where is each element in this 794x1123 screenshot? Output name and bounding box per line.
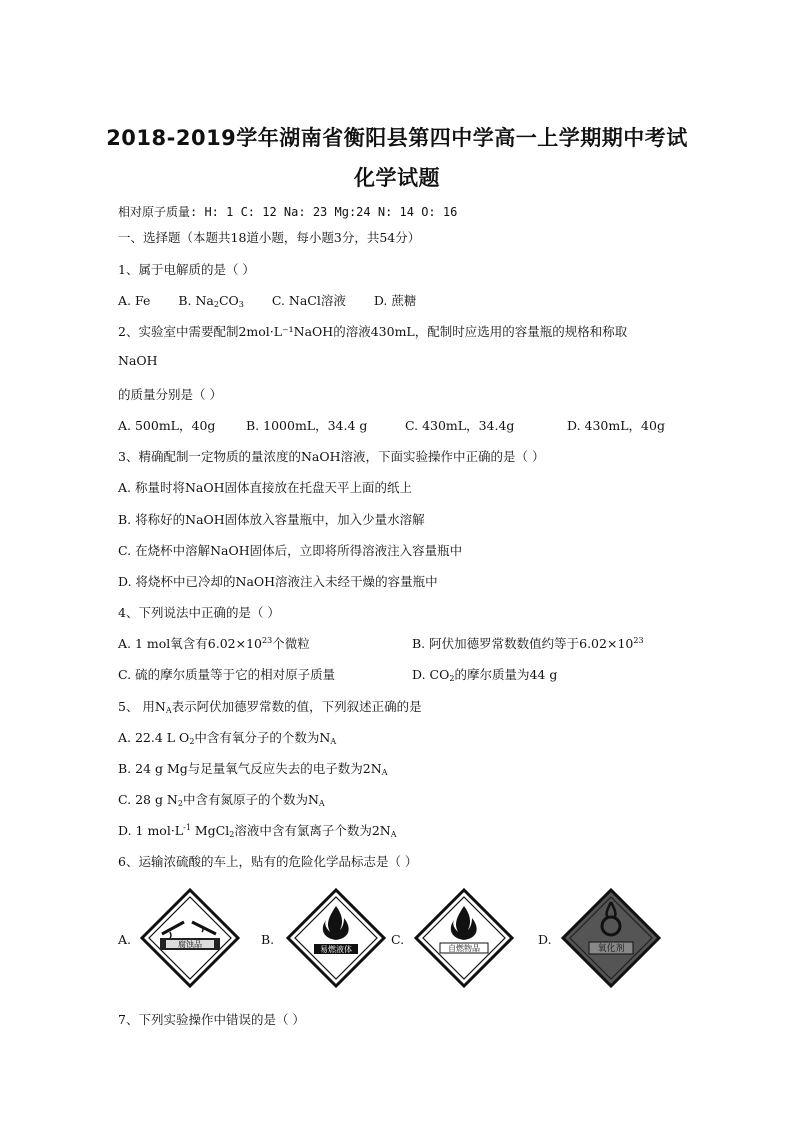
question-5-stem: 5、 用$N_A$表示阿伏加德罗常数的值，下列叙述正确的是 <box>118 699 422 715</box>
q6-option-c-letter: C. <box>391 932 405 947</box>
svg-text:腐蚀品: 腐蚀品 <box>178 940 202 949</box>
q1-option-b: B. $Na_2CO_3$ <box>178 293 244 309</box>
corrosive-sign-icon <box>140 888 240 988</box>
exam-subtitle: 化学试题 <box>354 166 440 190</box>
q5-option-a: A. 22.4 L $O_2$中含有氧分子的个数为$N_A$ <box>118 730 337 746</box>
q4-option-d: D. $CO_2$的摩尔质量为44 g <box>412 667 558 683</box>
q3-option-c: C. 在烧杯中溶解NaOH固体后，立即将所得溶液注入容量瓶中 <box>118 543 463 558</box>
question-4-stem: 4、下列说法中正确的是（ ） <box>118 605 280 620</box>
question-7-stem: 7、下列实验操作中错误的是（ ） <box>118 1012 305 1027</box>
question-2-stem-line2: NaOH <box>118 353 158 368</box>
q5-option-d: D. 1 $mol\cdot L^{-1}$ MgCl$_2$溶液中含有氯离子个数为$2N_A$ <box>118 823 397 839</box>
svg-text:氧化剂: 氧化剂 <box>597 944 625 954</box>
question-3-stem: 3、精确配制一定物质的量浓度的NaOH溶液，下面实验操作中正确的是（ ） <box>118 449 545 464</box>
spontaneously-combustible-sign-icon <box>414 888 514 988</box>
question-2-stem-line1: 2、实验室中需要配制2mol·L⁻¹NaOH的溶液430mL，配制时应选用的容量瓶的规格和称取 <box>118 324 628 339</box>
exam-title: 2018-2019学年湖南省衡阳县第四中学高一上学期期中考试 <box>106 126 688 150</box>
q3-option-a: A. 称量时将NaOH固体直接放在托盘天平上面的纸上 <box>118 480 413 495</box>
q5-option-b: B. 24 g Mg与足量氧气反应失去的电子数为$2N_A$ <box>118 761 388 777</box>
question-1-stem: 1、属于电解质的是（ ） <box>118 262 255 277</box>
svg-text:自燃物品: 自燃物品 <box>448 944 480 953</box>
q2-option-c: C. 430mL，34.4g <box>405 418 515 433</box>
oxidizer-sign-icon <box>561 888 661 988</box>
q2-option-d: D. 430mL，40g <box>567 418 665 433</box>
question-6-stem: 6、运输浓硫酸的车上，贴有的危险化学品标志是（ ） <box>118 854 418 869</box>
question-2-stem-line3: 的质量分别是（ ） <box>118 387 222 402</box>
flammable-liquid-sign-icon <box>286 888 386 988</box>
q5-option-c: C. 28 g $N_2$中含有氮原子的个数为$N_A$ <box>118 792 325 808</box>
q6-option-a-letter: A. <box>118 932 132 947</box>
q4-option-b: B. 阿伏加德罗常数数值约等于$6.02\times 10^{23}$ <box>412 636 644 651</box>
q4-option-c: C. 硫的摩尔质量等于它的相对原子质量 <box>118 667 336 682</box>
svg-text:易燃液体: 易燃液体 <box>320 945 352 954</box>
q2-option-b: B. 1000mL，34.4 g <box>246 418 368 433</box>
question-1-options <box>118 291 416 309</box>
q6-option-b-letter: B. <box>261 932 275 947</box>
q1-option-d: D. 蔗糖 <box>373 293 417 308</box>
atomic-masses: 相对原子质量: H: 1 C: 12 Na: 23 Mg:24 N: 14 O: 16 <box>118 205 458 219</box>
section-heading: 一、选择题（本题共18道小题，每小题3分，共54分） <box>118 230 421 245</box>
q1-option-a: A. Fe <box>118 293 151 308</box>
q3-option-b: B. 将称好的NaOH固体放入容量瓶中，加入少量水溶解 <box>118 512 425 527</box>
q4-option-a: A. 1 mol氧含有$6.02\times 10^{23}$个微粒 <box>118 636 310 651</box>
q2-option-a: A. 500mL，40g <box>118 418 216 433</box>
q3-option-d: D. 将烧杯中已冷却的NaOH溶液注入未经干燥的容量瓶中 <box>118 574 438 589</box>
q1-option-c: C. NaCl溶液 <box>271 293 346 308</box>
q6-option-d-letter: D. <box>538 932 552 947</box>
hazard-signs-row <box>118 888 678 998</box>
